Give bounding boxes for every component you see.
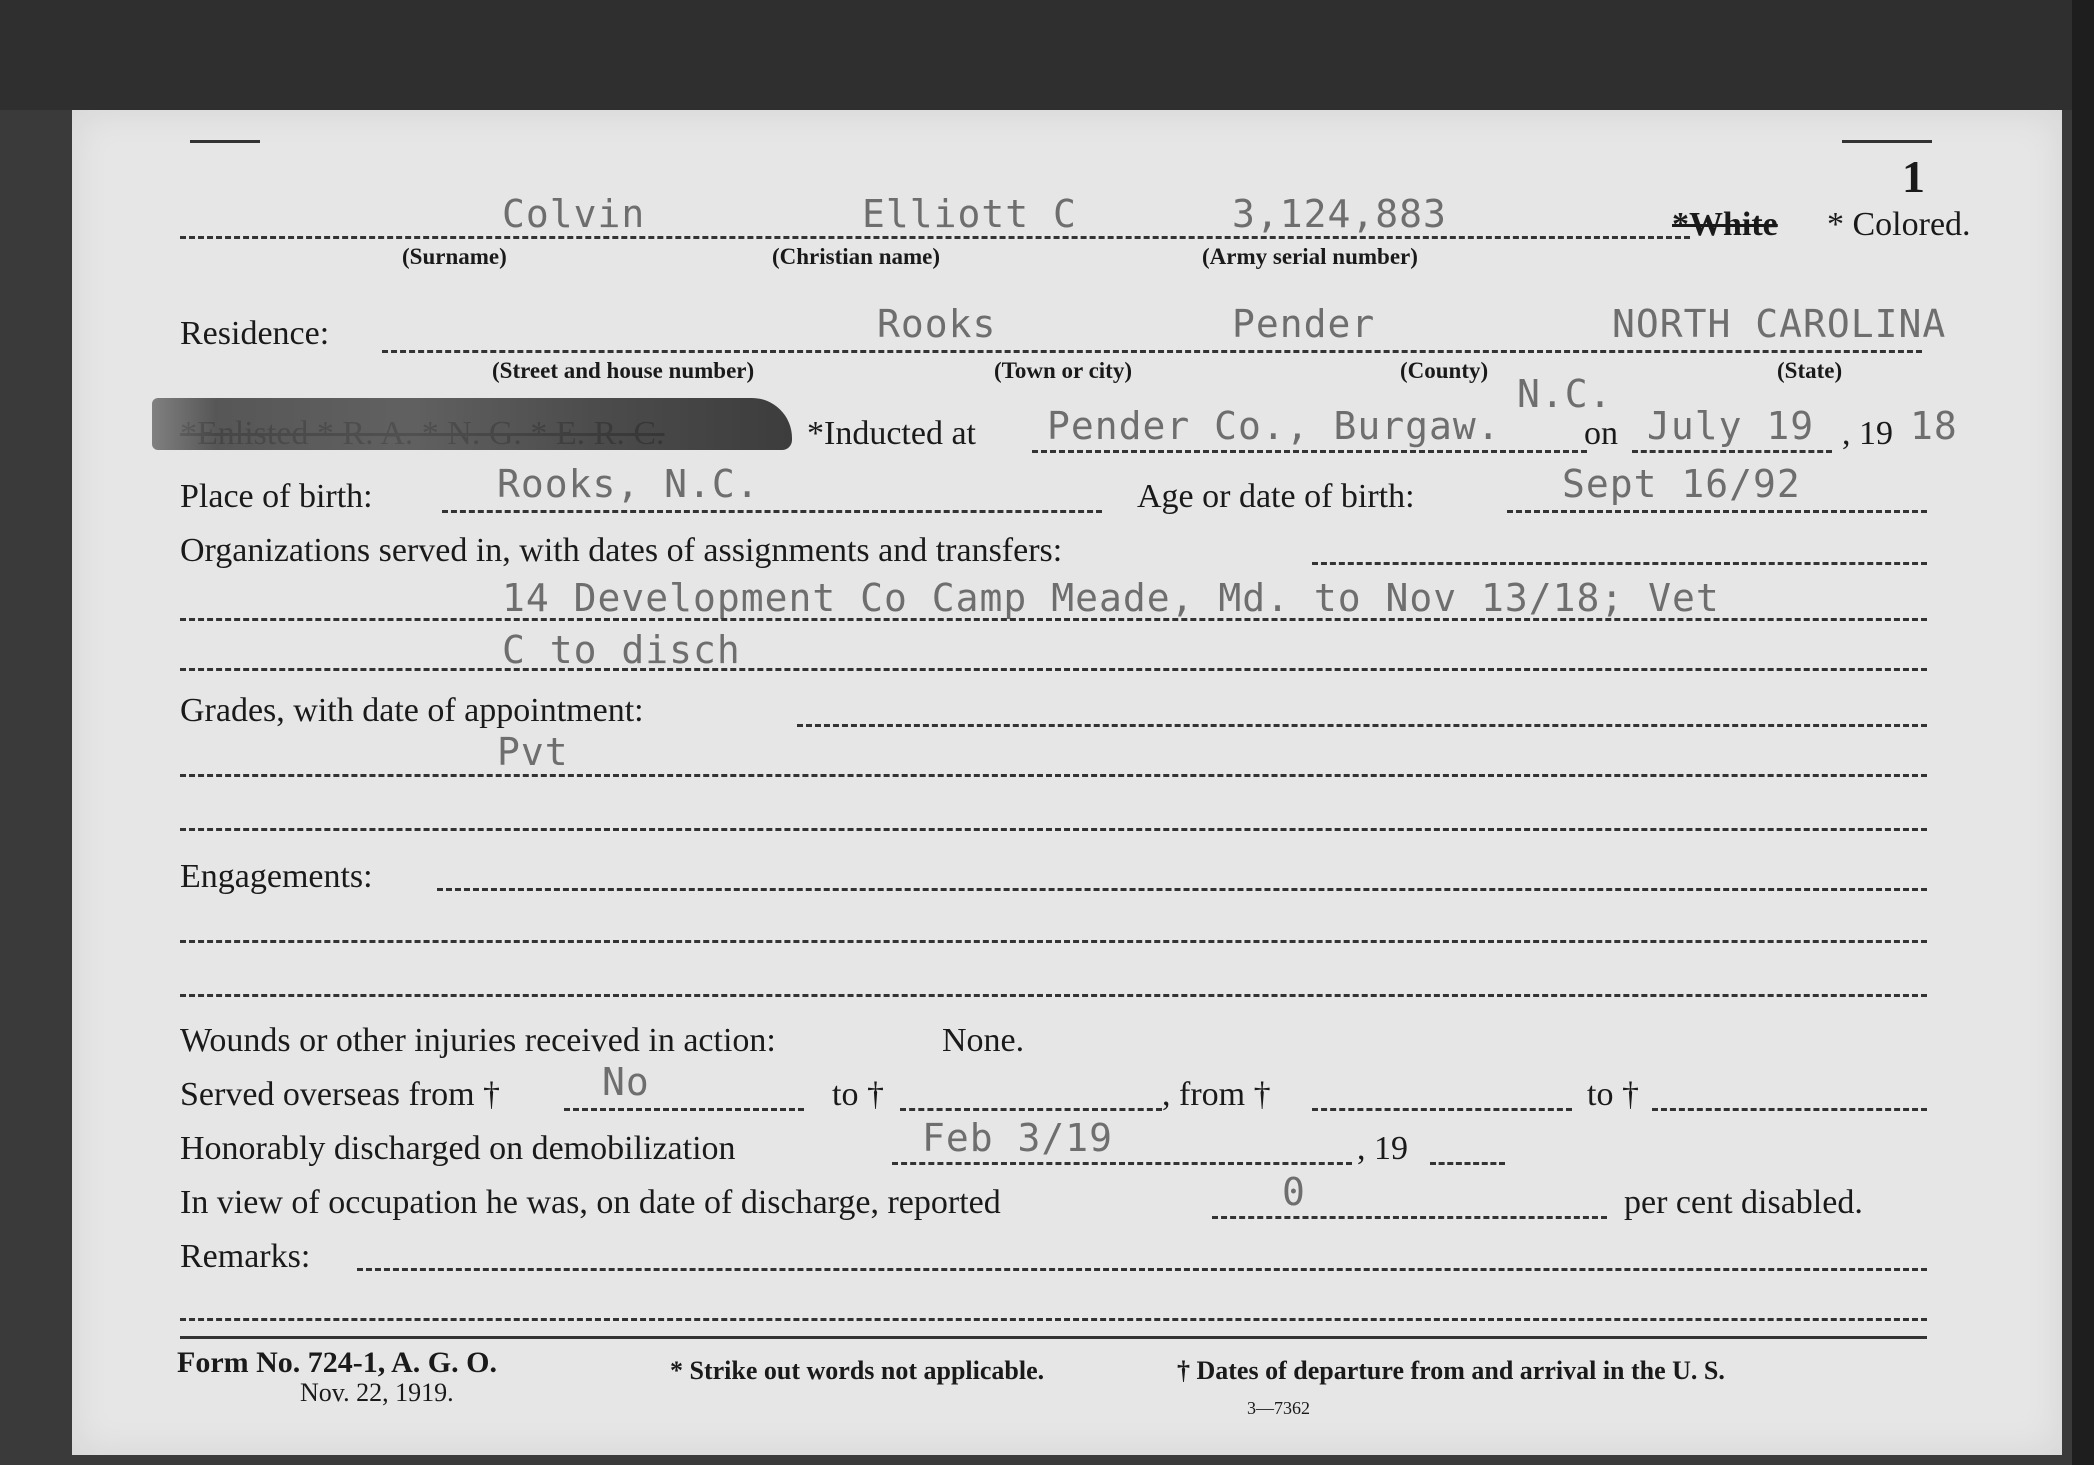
christian-name-caption: (Christian name)	[772, 244, 941, 269]
place-of-birth-line	[442, 510, 1102, 513]
grades-line-1	[180, 774, 1927, 777]
disabled-percent-value: 0	[1282, 1170, 1306, 1214]
discharged-label: Honorably discharged on demobilization	[180, 1130, 736, 1167]
organizations-label: Organizations served in, with dates of assignments and transfers:	[180, 532, 1063, 569]
remarks-line-0	[357, 1268, 1927, 1271]
organizations-line-0	[1312, 562, 1927, 565]
overseas-from-line	[564, 1108, 804, 1111]
engagements-label: Engagements:	[180, 858, 373, 895]
organizations-line-1	[180, 618, 1927, 621]
engagements-line-1	[180, 940, 1927, 943]
print-code: 3—7362	[1247, 1398, 1310, 1418]
discharged-year-line	[1430, 1162, 1505, 1165]
residence-line	[382, 350, 1922, 353]
strike-note: * Strike out words not applicable.	[670, 1356, 1045, 1385]
grades-line-2	[180, 828, 1927, 831]
discharged-year-prefix: , 19	[1357, 1130, 1408, 1167]
residence-label: Residence:	[180, 315, 330, 352]
overseas-from2-label: , from †	[1162, 1076, 1271, 1113]
footer-rule	[180, 1336, 1927, 1339]
dob-line	[1507, 510, 1927, 513]
redaction-mark	[152, 398, 792, 450]
occupation-label: In view of occupation he was, on date of discharge, reported	[180, 1184, 1001, 1221]
town-caption: (Town or city)	[994, 358, 1132, 383]
age-dob-label: Age or date of birth:	[1137, 478, 1415, 515]
on-label: on	[1584, 415, 1618, 452]
organizations-line-2	[180, 668, 1927, 671]
discharge-date-value: Feb 3/19	[922, 1116, 1114, 1160]
place-of-birth-label: Place of birth:	[180, 478, 373, 515]
remarks-line-1	[180, 1318, 1927, 1321]
inducted-at-label: *Inducted at	[807, 415, 976, 452]
form-date: Nov. 22, 1919.	[300, 1378, 454, 1407]
serial-number-value: 3,124,883	[1232, 192, 1447, 236]
inducted-date: July 19	[1647, 404, 1815, 448]
disabled-label: per cent disabled.	[1624, 1184, 1863, 1221]
street-caption: (Street and house number)	[492, 358, 755, 383]
wounds-value: None.	[942, 1022, 1025, 1059]
top-left-rule	[190, 140, 260, 143]
inducted-place-line	[1032, 450, 1587, 453]
organizations-line2: C to disch	[502, 628, 741, 672]
wounds-label: Wounds or other injuries received in action:	[180, 1022, 776, 1059]
disabled-percent-line	[1212, 1216, 1607, 1219]
inducted-year: 18	[1910, 404, 1958, 448]
residence-county: Pender	[1232, 302, 1376, 346]
surname-value: Colvin	[502, 192, 646, 236]
county-caption: (County)	[1400, 358, 1489, 383]
overseas-to2-label: to †	[1587, 1076, 1639, 1113]
form-number: Form No. 724-1, A. G. O.	[177, 1346, 497, 1379]
engagements-line-2	[180, 994, 1927, 997]
race-white: *White	[1672, 206, 1778, 243]
inducted-date-line	[1632, 450, 1832, 453]
serial-caption: (Army serial number)	[1202, 244, 1418, 269]
overseas-to2-line	[1652, 1108, 1927, 1111]
surname-caption: (Surname)	[402, 244, 507, 269]
grades-line-0	[797, 724, 1927, 727]
name-row-line	[180, 236, 1690, 239]
overseas-to-line	[900, 1108, 1162, 1111]
place-of-birth-value: Rooks, N.C.	[497, 462, 760, 506]
scan-background-edge	[2072, 0, 2094, 1465]
residence-town: Rooks	[877, 302, 997, 346]
year-prefix: , 19	[1842, 415, 1893, 452]
residence-state: NORTH CAROLINA	[1612, 302, 1947, 346]
state-caption: (State)	[1777, 358, 1843, 383]
page-number: 1	[1902, 151, 1925, 202]
inducted-state-note: N.C.	[1517, 372, 1613, 416]
service-record-card	[72, 110, 2062, 1455]
remarks-label: Remarks:	[180, 1238, 311, 1275]
overseas-from-value: No	[602, 1060, 650, 1104]
overseas-from2-line	[1312, 1108, 1572, 1111]
top-right-rule	[1842, 140, 1932, 143]
race-colored: * Colored.	[1827, 206, 1971, 243]
overseas-to-label: to †	[832, 1076, 884, 1113]
served-overseas-label: Served overseas from †	[180, 1076, 501, 1113]
dates-note: † Dates of departure from and arrival in the U. S.	[1177, 1356, 1725, 1385]
grade-value: Pvt	[497, 730, 569, 774]
grades-label: Grades, with date of appointment:	[180, 692, 644, 729]
scan-background-top	[0, 0, 2094, 110]
discharge-date-line	[892, 1162, 1352, 1165]
date-of-birth-value: Sept 16/92	[1562, 462, 1801, 506]
engagements-line-0	[437, 888, 1927, 891]
inducted-place: Pender Co., Burgaw.	[1047, 404, 1501, 448]
christian-name-value: Elliott C	[862, 192, 1077, 236]
organizations-line1: 14 Development Co Camp Meade, Md. to Nov 13/18; Vet	[502, 576, 1720, 620]
